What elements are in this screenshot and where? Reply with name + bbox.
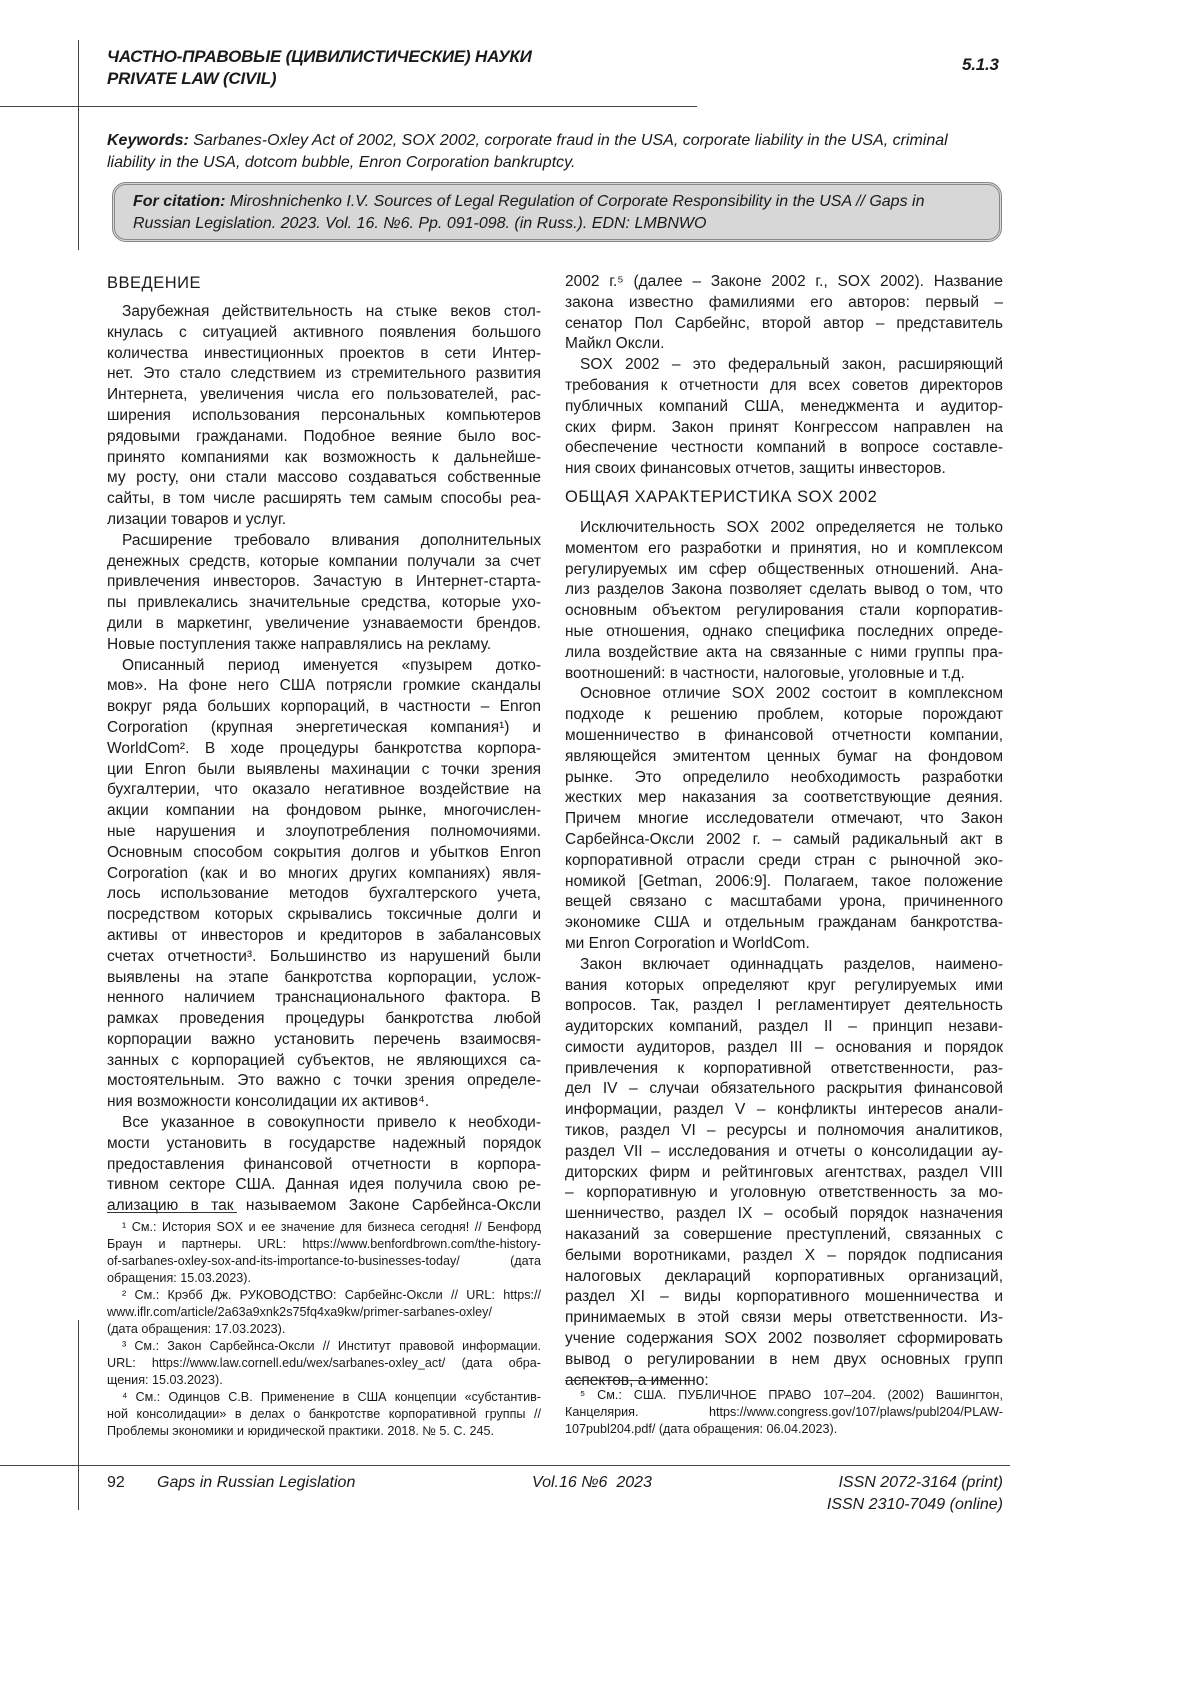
paragraph xyxy=(565,684,1003,954)
text-line: учение содержания SOX 2002 позволяет сформировать xyxy=(565,1329,1003,1350)
text-line: вания которых определяют круг регулируемых ими xyxy=(565,976,1003,997)
text-line: лиз разделов Закона позволяет сделать вывод о том, что xyxy=(565,580,1003,601)
text-line: – корпоративную и уголовную ответственность за мо- xyxy=(565,1183,1003,1204)
footnote-line: www.iflr.com/article/2a63a9xnk2s75fq4xa9kw/primer-sarbanes-oxley/ xyxy=(107,1304,541,1321)
footnote-line: ной консолидации» в делах о банкротстве корпоративной группы // xyxy=(107,1406,541,1423)
citation-label: For citation: xyxy=(133,193,225,210)
header-vertical-rule xyxy=(78,40,79,250)
text-line: тиков, раздел VI – ресурсы и полномочия аналитиков, xyxy=(565,1121,1003,1142)
text-line: счетах отчетности³. Большинство из нарушений были xyxy=(107,947,541,968)
section-title-ru: ЧАСТНО-ПРАВОВЫЕ (ЦИВИЛИСТИЧЕСКИЕ) НАУКИ xyxy=(107,46,532,68)
text-line: ния своих финансовых отчетов, защиты инвесторов. xyxy=(565,459,1003,480)
left-footnotes xyxy=(107,1212,541,1440)
text-line: Закон включает одиннадцать разделов, наимено- xyxy=(565,955,1003,976)
text-line: дел IV – случаи обязательного раскрытия финансовой xyxy=(565,1079,1003,1100)
text-line: рынке. Это определило необходимость разработки xyxy=(565,768,1003,789)
right-intro-body xyxy=(565,272,1003,480)
footnote-line: ⁵ См.: США. ПУБЛИЧНОЕ ПРАВО 107–204. (2002) Вашингтон, xyxy=(565,1387,1003,1404)
text-line: сенатор Пол Сарбейнс, второй автор – представитель xyxy=(565,314,1003,335)
text-line: ции Enron были выявлены махинации с точки зрения xyxy=(107,760,541,781)
footnote xyxy=(107,1389,541,1440)
footnote-line: Канцелярия. https://www.congress.gov/107/plaws/publ204/PLAW- xyxy=(565,1404,1003,1421)
text-line: диторских фирм и рейтинговых агентствах, раздел VIII xyxy=(565,1163,1003,1184)
text-line: обеспечение честности компаний в вопросе составле- xyxy=(565,438,1003,459)
text-line: Майкл Оксли. xyxy=(565,334,1003,355)
text-line: подходе к решению проблем, которые порождают xyxy=(565,705,1003,726)
text-line: лось использование методов бухгалтерского учета, xyxy=(107,884,541,905)
text-line: лизации товаров и услуг. xyxy=(107,510,541,531)
text-line: налоговых деклараций корпоративных организаций, xyxy=(565,1267,1003,1288)
text-line: активы от инвесторов и кредиторов в забалансовых xyxy=(107,926,541,947)
text-line: 2002 г.⁵ (далее – Законе 2002 г., SOX 2002). Название xyxy=(565,272,1003,293)
footnote-line: ² См.: Крэбб Дж. РУКОВОДСТВО: Сарбейнс-Оксли // URL: https:// xyxy=(107,1287,541,1304)
text-line: кнулась с ситуацией активного появления большого xyxy=(107,323,541,344)
text-line: принимаемых в этой связи меры ответственности. Из- xyxy=(565,1308,1003,1329)
footnote-line: обращения: 15.03.2023). xyxy=(107,1270,541,1287)
left-body xyxy=(107,302,541,1217)
paragraph xyxy=(107,1113,541,1217)
text-line: белыми воротниками, раздел X – порядок подписания xyxy=(565,1246,1003,1267)
text-line: Исключительность SOX 2002 определяется не только xyxy=(565,518,1003,539)
text-line: бухгалтерии, что оказало негативное воздействие на xyxy=(107,780,541,801)
text-line: пы привлекались значительные средства, которые ухо- xyxy=(107,593,541,614)
footnote-separator xyxy=(107,1212,237,1213)
text-line: симости аудиторов, раздел III – основания и порядок xyxy=(565,1038,1003,1059)
footnote-line: ¹ См.: История SOX и ее значение для бизнеса сегодня! // Бенфорд xyxy=(107,1219,541,1236)
section-title-en: PRIVATE LAW (CIVIL) xyxy=(107,68,532,90)
right-footnotes xyxy=(565,1380,1003,1438)
text-line: Причем многие исследователи отмечают, что Закон xyxy=(565,809,1003,830)
text-line: вопросов. Так, раздел I регламентирует деятельность xyxy=(565,996,1003,1017)
text-line: шенничество, раздел IX – особый порядок назначения xyxy=(565,1204,1003,1225)
keywords-label: Keywords: xyxy=(107,132,189,149)
footer-vertical-rule xyxy=(78,1320,79,1510)
citation-line: Russian Legislation. 2023. Vol. 16. №6. Pp. 091-098. (in Russ.). EDN: LMBNWO xyxy=(133,213,981,235)
section-heading-sox-overview: ОБЩАЯ ХАРАКТЕРИСТИКА SOX 2002 xyxy=(565,486,1003,508)
text-line: номикой [Getman, 2006:9]. Полагаем, такое положение xyxy=(565,872,1003,893)
text-line: ми Enron Corporation и WorldCom. xyxy=(565,934,1003,955)
footnote-line: of-sarbanes-oxley-sox-and-its-importance-to-businesses-today/ (дата xyxy=(107,1253,541,1270)
paragraph xyxy=(565,955,1003,1392)
paragraph xyxy=(107,656,541,1114)
footnote xyxy=(107,1219,541,1287)
paragraph xyxy=(565,355,1003,480)
text-line: регулируемых им сфер общественных отношений. Ана- xyxy=(565,560,1003,581)
text-line: раздел XI – виды корпоративного мошенничества и xyxy=(565,1287,1003,1308)
text-line: вокруг ряда больших корпораций, в частности – Enron xyxy=(107,697,541,718)
text-line: Интернета, увеличения числа его пользователей, рас- xyxy=(107,385,541,406)
text-line: ских фирм. Закон принят Конгрессом направлен на xyxy=(565,418,1003,439)
text-line: нет. Это стало следствием из стремительного развития xyxy=(107,364,541,385)
paragraph xyxy=(565,518,1003,684)
text-line: закона известно фамилиями его авторов: первый – xyxy=(565,293,1003,314)
citation-line: Miroshnichenko I.V. Sources of Legal Regulation of Corporate Responsibility in the USA // Gaps in xyxy=(230,193,925,210)
footnote-line: URL: https://www.law.cornell.edu/wex/sarbanes-oxley_act/ (дата обра- xyxy=(107,1355,541,1372)
page-number: 92 xyxy=(107,1472,125,1494)
text-line: количества инвестиционных проектов в сети Интер- xyxy=(107,344,541,365)
text-line: SOX 2002 – это федеральный закон, расширяющий xyxy=(565,355,1003,376)
text-line: привлечения инвесторов. Зачастую в Интернет-старта- xyxy=(107,572,541,593)
section-heading-introduction: ВВЕДЕНИЕ xyxy=(107,272,541,294)
keywords-line: liability in the USA, dotcom bubble, Enron Corporation bankruptcy. xyxy=(107,152,1007,174)
text-line: ные отношения, однако специфика последних опреде- xyxy=(565,622,1003,643)
keywords-line: Sarbanes-Oxley Act of 2002, SOX 2002, corporate fraud in the USA, corporate liability in the USA, criminal xyxy=(193,132,947,149)
footnote xyxy=(107,1287,541,1338)
text-line: привлечения к корпоративной ответственности, раз- xyxy=(565,1059,1003,1080)
text-line: ненного наличием транснационального фактора. В xyxy=(107,988,541,1009)
text-line: принято компаниями как возможность к дальнейше- xyxy=(107,448,541,469)
text-line: тивном секторе США. Данная идея получила свою ре- xyxy=(107,1175,541,1196)
text-line: наказаний за совершение преступлений, связанных с xyxy=(565,1225,1003,1246)
footnote-line: ³ См.: Закон Сарбейнса-Оксли // Институт правовой информации. xyxy=(107,1338,541,1355)
text-line: раздел VII – исследования и отчеты о консолидации ау- xyxy=(565,1142,1003,1163)
text-line: вывод о регулировании в нем двух основных групп xyxy=(565,1350,1003,1371)
text-line: публичных компаний США, менеджмента и аудитор- xyxy=(565,397,1003,418)
text-line: Новые поступления также направлялись на рекламу. xyxy=(107,635,541,656)
footer-horizontal-rule xyxy=(0,1465,1010,1466)
paragraph xyxy=(565,272,1003,355)
paragraph xyxy=(107,302,541,531)
text-line: требования к отчетности для всех советов директоров xyxy=(565,376,1003,397)
section-code: 5.1.3 xyxy=(962,54,999,76)
text-line: дили в маркетинг, увеличение узнаваемости брендов. xyxy=(107,614,541,635)
right-column xyxy=(565,272,1003,1391)
text-line: являющейся эмитентом ценных бумаг на фондовом xyxy=(565,747,1003,768)
journal-name: Gaps in Russian Legislation xyxy=(157,1472,355,1494)
citation-box xyxy=(112,182,1002,242)
footnote xyxy=(565,1387,1003,1438)
header-horizontal-rule xyxy=(0,106,697,107)
text-line: Corporation (как и во многих других компаниях) явля- xyxy=(107,864,541,885)
text-line: Corporation (крупная энергетическая компания¹) и xyxy=(107,718,541,739)
text-line: ализацию в так называемом Законе Сарбейнса-Оксли xyxy=(107,1196,541,1217)
right-body xyxy=(565,518,1003,1391)
text-line: предоставления финансовой отчетности в корпора- xyxy=(107,1155,541,1176)
left-column xyxy=(107,272,541,1217)
text-line: аудиторских компаний, раздел II – принцип незави- xyxy=(565,1017,1003,1038)
text-line: занных с корпорацией субъектов, не являющихся са- xyxy=(107,1051,541,1072)
text-line: информации, раздел V – конфликты интересов анали- xyxy=(565,1100,1003,1121)
footnote-line: щения: 15.03.2023). xyxy=(107,1372,541,1389)
issue-info: Vol.16 №6 2023 xyxy=(532,1472,652,1494)
text-line: рамках проведения процедуры банкротства любой xyxy=(107,1009,541,1030)
footnote-line: ⁴ См.: Одинцов С.В. Применение в США концепции «субстантив- xyxy=(107,1389,541,1406)
text-line: сайты, в том числе расширять тем самым способы реа- xyxy=(107,489,541,510)
footnote-separator xyxy=(565,1380,695,1381)
text-line: денежных средств, которые компании получали за счет xyxy=(107,552,541,573)
footnote-line: 107publ204.pdf/ (дата обращения: 06.04.2023). xyxy=(565,1421,1003,1438)
text-line: Сарбейнса-Оксли 2002 г. – самый радикальный акт в xyxy=(565,830,1003,851)
text-line: акции компании на фондовом рынке, многочислен- xyxy=(107,801,541,822)
text-line: мостоятельным. Это важно с точки зрения определе- xyxy=(107,1071,541,1092)
text-line: лила воздействие акта на связанные с ними группы пра- xyxy=(565,643,1003,664)
footnote-line: (дата обращения: 17.03.2023). xyxy=(107,1321,541,1338)
text-line: вещей связано с масштабами урона, причиненного xyxy=(565,892,1003,913)
text-line: воотношений: в частности, налоговые, уголовные и т.д. xyxy=(565,664,1003,685)
text-line: Зарубежная действительность на стыке веков стол- xyxy=(107,302,541,323)
text-line: мов». На фоне него США потрясли громкие скандалы xyxy=(107,676,541,697)
text-line: жестких мер наказания за соответствующие деяния. xyxy=(565,788,1003,809)
text-line: посредством которых скрывались токсичные долги и xyxy=(107,905,541,926)
text-line: ния возможности консолидации их активов⁴. xyxy=(107,1092,541,1113)
section-title xyxy=(107,46,532,90)
text-line: мошенничество в финансовой отчетности компании, xyxy=(565,726,1003,747)
text-line: Расширение требовало вливания дополнительных xyxy=(107,531,541,552)
text-line: Все указанное в совокупности привело к необходи- xyxy=(107,1113,541,1134)
text-line: мости установить в государстве надежный порядок xyxy=(107,1134,541,1155)
text-line: Описанный период именуется «пузырем дотко- xyxy=(107,656,541,677)
text-line: корпорации важно установить перечень взаимосвя- xyxy=(107,1030,541,1051)
text-line: моментом его разработки и принятия, но и комплексом xyxy=(565,539,1003,560)
text-line: WorldCom². В ходе процедуры банкротства корпора- xyxy=(107,739,541,760)
footnote-line: Проблемы экономики и юридической практики. 2018. № 5. С. 245. xyxy=(107,1423,541,1440)
footnote-line: Браун и партнеры. URL: https://www.benfordbrown.com/the-history- xyxy=(107,1236,541,1253)
text-line: му росту, они стали массово создаваться собственные xyxy=(107,468,541,489)
text-line: ширения использования персональных компьютеров xyxy=(107,406,541,427)
text-line: Основным способом сокрытия долгов и убытков Enron xyxy=(107,843,541,864)
text-line: основным объектом регулирования стали корпоратив- xyxy=(565,601,1003,622)
text-line: экономике США и отдельным гражданам банкротства- xyxy=(565,913,1003,934)
paragraph xyxy=(107,531,541,656)
issn-print: ISSN 2072-3164 (print) xyxy=(838,1472,1003,1494)
text-line: корпоративной отрасли среди стран с рыночной эко- xyxy=(565,851,1003,872)
text-line: выявлены на этапе банкротства корпорации, услож- xyxy=(107,968,541,989)
issn-online: ISSN 2310-7049 (online) xyxy=(827,1494,1003,1516)
footnote xyxy=(107,1338,541,1389)
text-line: рядовыми гражданами. Подобное веяние было вос- xyxy=(107,427,541,448)
keywords xyxy=(107,130,1007,174)
text-line: ные нарушения и злоупотребления полномочиями. xyxy=(107,822,541,843)
text-line: Основное отличие SOX 2002 состоит в комплексном xyxy=(565,684,1003,705)
